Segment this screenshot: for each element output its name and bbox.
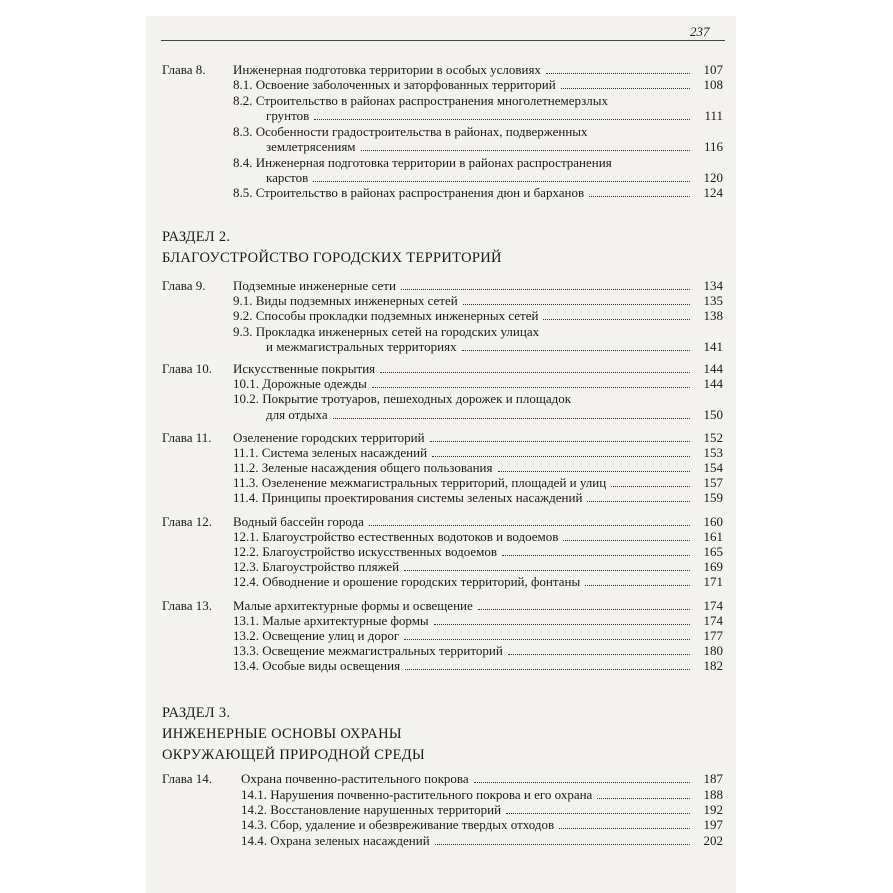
entry-title: Озеленение городских территорий — [233, 430, 425, 445]
subsection-entry — [0, 139, 893, 154]
entry-page-number: 187 — [703, 771, 723, 786]
entry-page-number: 144 — [703, 361, 723, 376]
chapter-entry — [0, 771, 893, 786]
entry-title: 13.2. Освещение улиц и дорог — [233, 628, 400, 643]
entry-page-number: 116 — [703, 139, 723, 154]
entry-page-number: 197 — [703, 817, 723, 832]
entry-page-number: 144 — [703, 376, 723, 391]
dot-leader — [404, 559, 690, 571]
dot-leader — [508, 643, 690, 655]
subsection-entry — [0, 170, 893, 185]
subsection-entry — [0, 293, 893, 308]
entry-page-number: 171 — [703, 574, 723, 589]
dot-leader — [401, 278, 690, 290]
subsection-entry — [0, 613, 893, 628]
entry-page-number: 177 — [703, 628, 723, 643]
dot-leader — [462, 339, 690, 351]
section-title: БЛАГОУСТРОЙСТВО ГОРОДСКИХ ТЕРРИТОРИЙ — [162, 250, 502, 266]
page-number: 237 — [690, 24, 710, 39]
dot-leader — [313, 170, 690, 182]
dot-leader — [585, 574, 690, 586]
entry-title: 8.2. Строительство в районах распространения многолетнемерзлых — [233, 93, 609, 108]
entry-title: и межмагистральных территориях — [266, 339, 457, 354]
entry-page-number: 135 — [703, 293, 723, 308]
chapter-entry — [0, 514, 893, 529]
subsection-entry — [0, 833, 893, 848]
dot-leader — [404, 628, 690, 640]
chapter-entry — [0, 278, 893, 293]
entry-page-number: 174 — [703, 598, 723, 613]
dot-leader — [561, 77, 690, 89]
subsection-entry — [0, 324, 893, 339]
dot-leader — [432, 445, 690, 457]
subsection-entry — [0, 93, 893, 108]
entry-title: 13.1. Малые архитектурные формы — [233, 613, 429, 628]
subsection-entry — [0, 124, 893, 139]
chapter-entry — [0, 598, 893, 613]
entry-title: 9.3. Прокладка инженерных сетей на городских улицах — [233, 324, 540, 339]
entry-page-number: 111 — [704, 108, 723, 123]
entry-title: 9.1. Виды подземных инженерных сетей — [233, 293, 458, 308]
dot-leader — [463, 293, 690, 305]
subsection-entry — [0, 574, 893, 589]
dot-leader — [587, 490, 690, 502]
dot-leader — [563, 529, 690, 541]
entry-title: 11.1. Система зеленых насаждений — [233, 445, 428, 460]
subsection-entry — [0, 108, 893, 123]
entry-page-number: 107 — [703, 62, 723, 77]
entry-title: 14.1. Нарушения почвенно-растительного покрова и его охрана — [241, 787, 593, 802]
dot-leader — [405, 658, 690, 670]
dot-leader — [502, 544, 690, 556]
subsection-entry — [0, 391, 893, 406]
dot-leader — [474, 771, 690, 783]
subsection-entry — [0, 339, 893, 354]
chapter-label: Глава 11. — [162, 430, 212, 445]
entry-page-number: 192 — [703, 802, 723, 817]
dot-leader — [380, 361, 690, 373]
entry-page-number: 154 — [703, 460, 723, 475]
dot-leader — [478, 598, 690, 610]
dot-leader — [543, 308, 690, 320]
dot-leader — [430, 430, 690, 442]
entry-title: 14.4. Охрана зеленых насаждений — [241, 833, 430, 848]
dot-leader — [589, 185, 690, 197]
entry-title: для отдыха — [266, 407, 328, 422]
subsection-entry — [0, 445, 893, 460]
dot-leader — [611, 475, 690, 487]
chapter-label: Глава 8. — [162, 62, 206, 77]
chapter-label: Глава 10. — [162, 361, 213, 376]
subsection-entry — [0, 544, 893, 559]
chapter-label: Глава 13. — [162, 598, 213, 613]
entry-title: Инженерная подготовка территории в особых условиях — [233, 62, 541, 77]
entry-page-number: 182 — [703, 658, 723, 673]
chapter-label: Глава 14. — [162, 771, 213, 786]
entry-page-number: 150 — [703, 407, 723, 422]
entry-page-number: 188 — [703, 787, 723, 802]
dot-leader — [498, 460, 691, 472]
entry-page-number: 159 — [703, 490, 723, 505]
entry-page-number: 141 — [703, 339, 723, 354]
entry-title: 8.4. Инженерная подготовка территории в районах распространения — [233, 155, 612, 170]
entry-title: 11.4. Принципы проектирования системы зеленых насаждений — [233, 490, 583, 505]
subsection-entry — [0, 529, 893, 544]
chapter-label: Глава 12. — [162, 514, 213, 529]
entry-title: Малые архитектурные формы и освещение — [233, 598, 473, 613]
chapter-entry — [0, 430, 893, 445]
subsection-entry — [0, 559, 893, 574]
dot-leader — [435, 833, 690, 845]
entry-title: карстов — [266, 170, 309, 185]
subsection-entry — [0, 490, 893, 505]
entry-page-number: 153 — [703, 445, 723, 460]
header-rule — [161, 40, 725, 41]
entry-page-number: 202 — [703, 833, 723, 848]
entry-page-number: 120 — [703, 170, 723, 185]
section-title: ОКРУЖАЮЩЕЙ ПРИРОДНОЙ СРЕДЫ — [162, 747, 425, 763]
entry-page-number: 108 — [703, 77, 723, 92]
entry-title: 8.5. Строительство в районах распространения дюн и барханов — [233, 185, 585, 200]
entry-title: 11.3. Озеленение межмагистральных территорий, площадей и улиц — [233, 475, 607, 490]
entry-page-number: 160 — [703, 514, 723, 529]
entry-page-number: 174 — [703, 613, 723, 628]
subsection-entry — [0, 185, 893, 200]
entry-title: грунтов — [266, 108, 310, 123]
entry-title: 10.2. Покрытие тротуаров, пешеходных дорожек и площадок — [233, 391, 572, 406]
subsection-entry — [0, 308, 893, 323]
entry-title: 10.1. Дорожные одежды — [233, 376, 367, 391]
entry-title: Подземные инженерные сети — [233, 278, 396, 293]
entry-page-number: 138 — [703, 308, 723, 323]
entry-title: 9.2. Способы прокладки подземных инженерных сетей — [233, 308, 539, 323]
chapter-entry — [0, 62, 893, 77]
entry-page-number: 152 — [703, 430, 723, 445]
subsection-entry — [0, 475, 893, 490]
subsection-entry — [0, 77, 893, 92]
subsection-entry — [0, 155, 893, 170]
dot-leader — [506, 802, 690, 814]
entry-title: 14.2. Восстановление нарушенных территорий — [241, 802, 502, 817]
entry-title: землетрясениям — [266, 139, 356, 154]
subsection-entry — [0, 460, 893, 475]
entry-title: Искусственные покрытия — [233, 361, 376, 376]
entry-page-number: 165 — [703, 544, 723, 559]
dot-leader — [597, 787, 690, 799]
entry-title: 14.3. Сбор, удаление и обезвреживание твердых отходов — [241, 817, 555, 832]
dot-leader — [314, 108, 690, 120]
entry-title: Охрана почвенно-растительного покрова — [241, 771, 469, 786]
entry-title: 12.3. Благоустройство пляжей — [233, 559, 400, 574]
subsection-entry — [0, 376, 893, 391]
subsection-entry — [0, 628, 893, 643]
entry-page-number: 124 — [703, 185, 723, 200]
entry-page-number: 157 — [703, 475, 723, 490]
entry-title: 8.1. Освоение заболоченных и заторфованных территорий — [233, 77, 556, 92]
subsection-entry — [0, 802, 893, 817]
dot-leader — [372, 376, 690, 388]
chapter-entry — [0, 361, 893, 376]
entry-page-number: 134 — [703, 278, 723, 293]
section-title: ИНЖЕНЕРНЫЕ ОСНОВЫ ОХРАНЫ — [162, 726, 402, 742]
entry-title: 12.1. Благоустройство естественных водотоков и водоемов — [233, 529, 559, 544]
subsection-entry — [0, 817, 893, 832]
dot-leader — [333, 407, 690, 419]
entry-title: 13.4. Особые виды освещения — [233, 658, 401, 673]
entry-page-number: 180 — [703, 643, 723, 658]
dot-leader — [434, 613, 690, 625]
dot-leader — [559, 817, 690, 829]
section-label: РАЗДЕЛ 2. — [162, 229, 231, 245]
section-label: РАЗДЕЛ 3. — [162, 705, 231, 721]
entry-page-number: 169 — [703, 559, 723, 574]
entry-title: 13.3. Освещение межмагистральных территорий — [233, 643, 503, 658]
subsection-entry — [0, 407, 893, 422]
entry-title: 8.3. Особенности градостроительства в районах, подверженных — [233, 124, 588, 139]
subsection-entry — [0, 658, 893, 673]
entry-page-number: 161 — [703, 529, 723, 544]
entry-title: Водный бассейн города — [233, 514, 364, 529]
dot-leader — [361, 139, 690, 151]
subsection-entry — [0, 787, 893, 802]
entry-title: 11.2. Зеленые насаждения общего пользования — [233, 460, 493, 475]
subsection-entry — [0, 643, 893, 658]
entry-title: 12.2. Благоустройство искусственных водоемов — [233, 544, 498, 559]
dot-leader — [369, 514, 690, 526]
entry-title: 12.4. Обводнение и орошение городских территорий, фонтаны — [233, 574, 581, 589]
dot-leader — [546, 62, 690, 74]
chapter-label: Глава 9. — [162, 278, 206, 293]
